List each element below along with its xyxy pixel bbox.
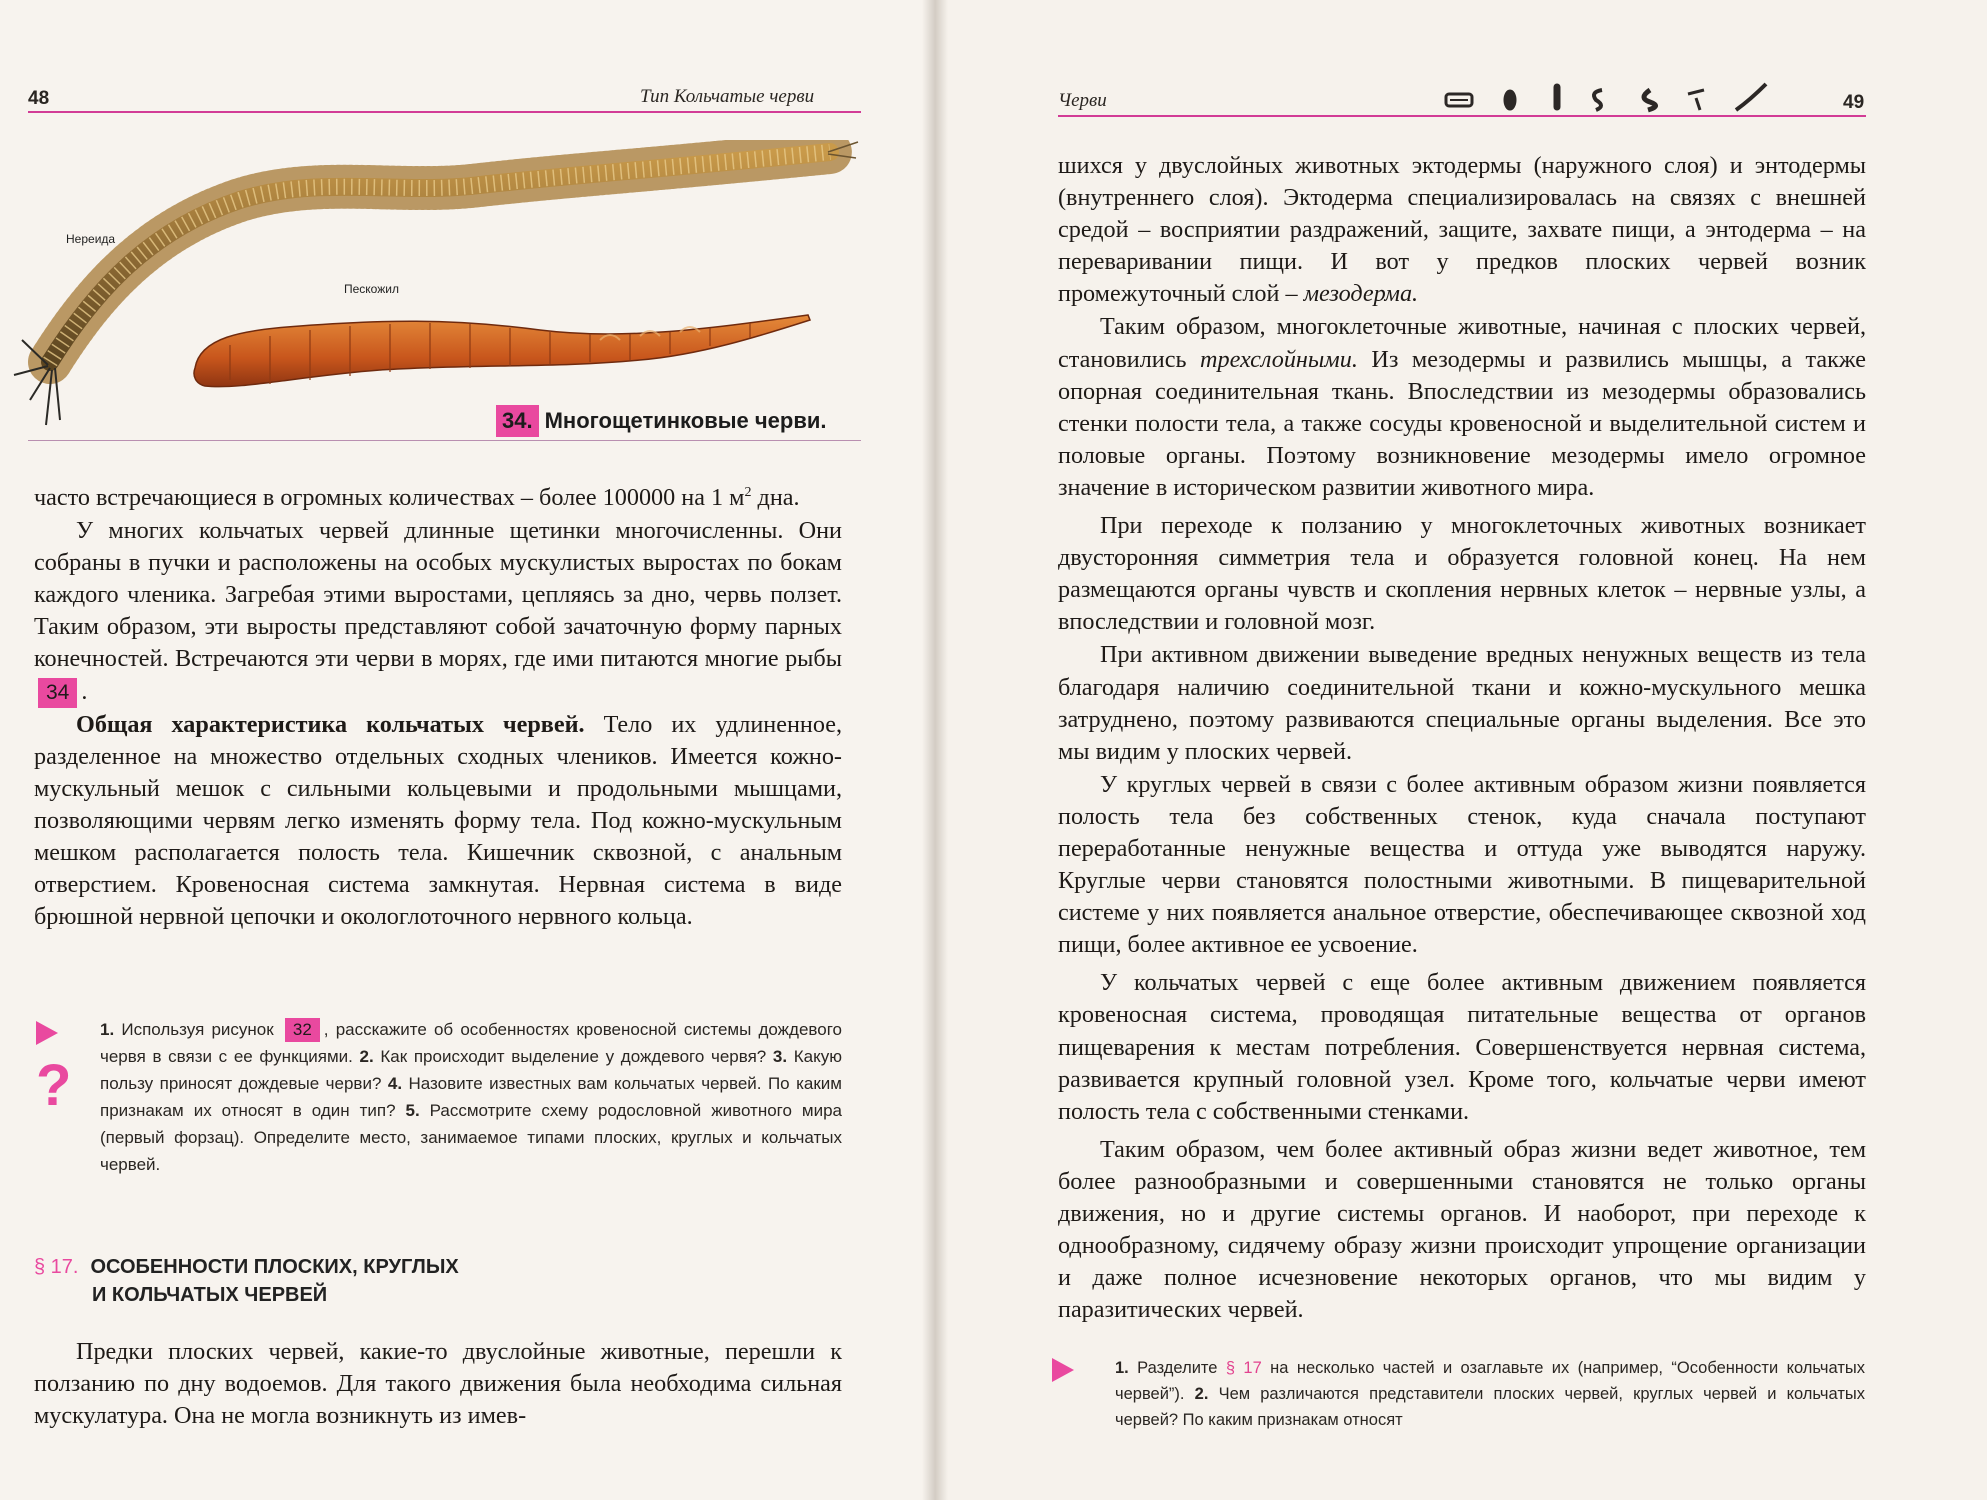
- figure-reference[interactable]: 32: [285, 1018, 320, 1042]
- figure-number-badge: 34.: [496, 405, 539, 437]
- paragraph: У круглых червей в связи с более активным образом жизни появляется полость тела без собственных стенок, куда сначала поступают переработанные ненужные вещества и оттуда уже выводятся наружу. Круглые черви становятся полостными животными. В пищеварительной системе у них появляется анальное отверстие, обеспечивающее сквозной ход пищи, более активное ее усвоение.: [1058, 770, 1866, 959]
- figure-caption: [496, 405, 827, 437]
- left-text-column: [34, 482, 842, 933]
- play-arrow-icon: [36, 1021, 58, 1045]
- figure-caption-text: Многощетинковые черви: [544, 408, 821, 433]
- left-header-rule: [28, 111, 861, 113]
- worm-illustration: [0, 140, 860, 440]
- right-header-rule: [1058, 115, 1866, 117]
- right-text-column: [1058, 150, 1866, 1326]
- play-arrow-icon: [1052, 1358, 1074, 1382]
- left-page-number: 48: [28, 88, 50, 109]
- paragraph: часто встречающиеся в огромных количествах – более 100000 на 1 $м^2$ дна.: [34, 484, 800, 511]
- right-running-title: Черви: [1058, 90, 1107, 111]
- paragraph: Общая характеристика кольчатых червей. Тело их удлиненное, разделенное на множество отдельных сходных члеников. Имеется кожно-мускульный мешок с сильными кольцевыми и продольными мышцами, позволяющими червям легко изменять форму тела. Под кожно-мускульным мешком располагается полость тела. Кишечник сквозной, с анальным отверстием. Кровеносная система замкнутая. Нервная система в виде брюшной нервной цепочки и окологлоточного нервного кольца.: [34, 710, 842, 931]
- figure-bottom-rule: [28, 440, 861, 441]
- question-mark-icon: ?: [36, 1053, 72, 1118]
- paragraph: шихся у двуслойных животных эктодермы (наружного слоя) и энтодермы (внутреннего слоя). Эктодерма специализировалась на связях с внешней средой – восприятии раздражений, защите, захвате пищи, а энтодерма – на переваривании пищи. И вот у предков плоских червей возник промежуточный слой – мезодерма.: [1058, 152, 1866, 308]
- paragraph: У кольчатых червей с еще более активным движением появляется кровеносная система, проводящая питательные вещества от органов пищеварения к местам потребления. Совершенствуется нервная система, развивается крупный головной узел. Кроме того, кольчатые черви имеют полость тела с собственными стенками.: [1058, 969, 1866, 1125]
- worm-silhouette-icons: [1446, 84, 1766, 110]
- term-mesoderm: мезодерма.: [1303, 280, 1419, 308]
- right-page-number: 49: [1843, 92, 1865, 113]
- figure-caption-end: .: [820, 408, 827, 433]
- sandworm-label: Пескожил: [344, 282, 399, 296]
- header-icon-strip: [1440, 80, 1800, 114]
- section-heading-line2: И КОЛЬЧАТЫХ ЧЕРВЕЙ: [92, 1284, 328, 1306]
- right-questions: 1. Разделите § 17 на несколько частей и озаглавьте их (например, “Особенности кольчатых червей”). 2. Чем различаются представители плоских червей, круглых червей и кольчатых червей? По каким признакам относят: [1115, 1359, 1865, 1429]
- book-gutter: [922, 0, 948, 1500]
- left-text-column-bottom: [34, 1336, 842, 1432]
- paragraph: При переходе к ползанию у многоклеточных животных возникает двусторонняя симметрия тела и образуется головной конец. На нем размещаются органы чувств и скопления нервных клеток – нервные узлы, а впоследствии и головной мозг.: [1058, 512, 1866, 636]
- paragraph: Предки плоских червей, какие-то двуслойные животные, перешли к ползанию по дну водоемов. Для такого движения была необходима сильная мускулатура. Она не могла возникнуть из имев-: [34, 1338, 842, 1430]
- nereid-label: Нереида: [66, 232, 116, 246]
- worm-figure: [0, 140, 860, 440]
- section-number: § 17.: [34, 1256, 79, 1278]
- sandworm: [194, 315, 810, 387]
- section-link[interactable]: § 17: [1225, 1359, 1262, 1377]
- nereid-worm: [14, 142, 858, 425]
- left-running-title: Тип Кольчатые черви: [640, 86, 815, 107]
- paragraph: При активном движении выведение вредных ненужных веществ из тела благодаря наличию соединительной ткани и кожно-мускульного мешка затруднено, поэтому развиваются специальные органы выделения. Все это мы видим у плоских червей.: [1058, 641, 1866, 765]
- paragraph: Таким образом, чем более активный образ жизни ведет животное, тем более разнообразными и совершенными становятся не только органы движения, но и другие системы органов. И наоборот, при переходе к однообразному, сидячему образу жизни происходит упрощение организации и даже полное исчезновение некоторых органов, что мы видим у паразитических червей.: [1058, 1135, 1866, 1324]
- figure-reference[interactable]: 34: [38, 678, 77, 708]
- paragraph: У многих кольчатых червей длинные щетинки многочисленны. Они собраны в пучки и расположены на особых мускулистых выростах по бокам каждого членика. Загребая этими выростами, цепляясь за дно, червь ползет. Таким образом, эти выросты представляют собой зачаточную форму парных конечностей. Встречаются эти черви в морях, где ими питаются многие рыбы 34 .: [34, 515, 842, 708]
- paragraph: Таким образом, многоклеточные животные, начиная с плоских червей, становились трехслойными. Из мезодермы и развились мышцы, а также опорная соединительная ткань. Впоследствии из мезодермы образовались стенки полости тела, а также сосуды кровеносной и выделительной систем и половые органы. Поэтому возникновение мезодермы имело огромное значение в историческом развитии животного мира.: [1058, 313, 1867, 501]
- term-three-layered: трехслойными.: [1200, 345, 1358, 373]
- section-heading: § 17. ОСОБЕННОСТИ ПЛОСКИХ, КРУГЛЫХ: [34, 1256, 459, 1278]
- left-questions: 1. Используя рисунок 32 , расскажите об особенностях кровеносной системы дождевого червя в связи с ее функциями. 2. Как происходит выделение у дождевого червя? 3. Какую пользу приносят дождевые черви? 4. Назовите известных вам кольчатых червей. По каким признакам их относят в один тип? 5. Рассмотрите схему родословной животного мира (первый форзац). Определите место, занимаемое типами плоских, круглых и кольчатых червей.: [100, 1020, 843, 1174]
- section-term: Общая характеристика кольчатых червей.: [76, 710, 585, 738]
